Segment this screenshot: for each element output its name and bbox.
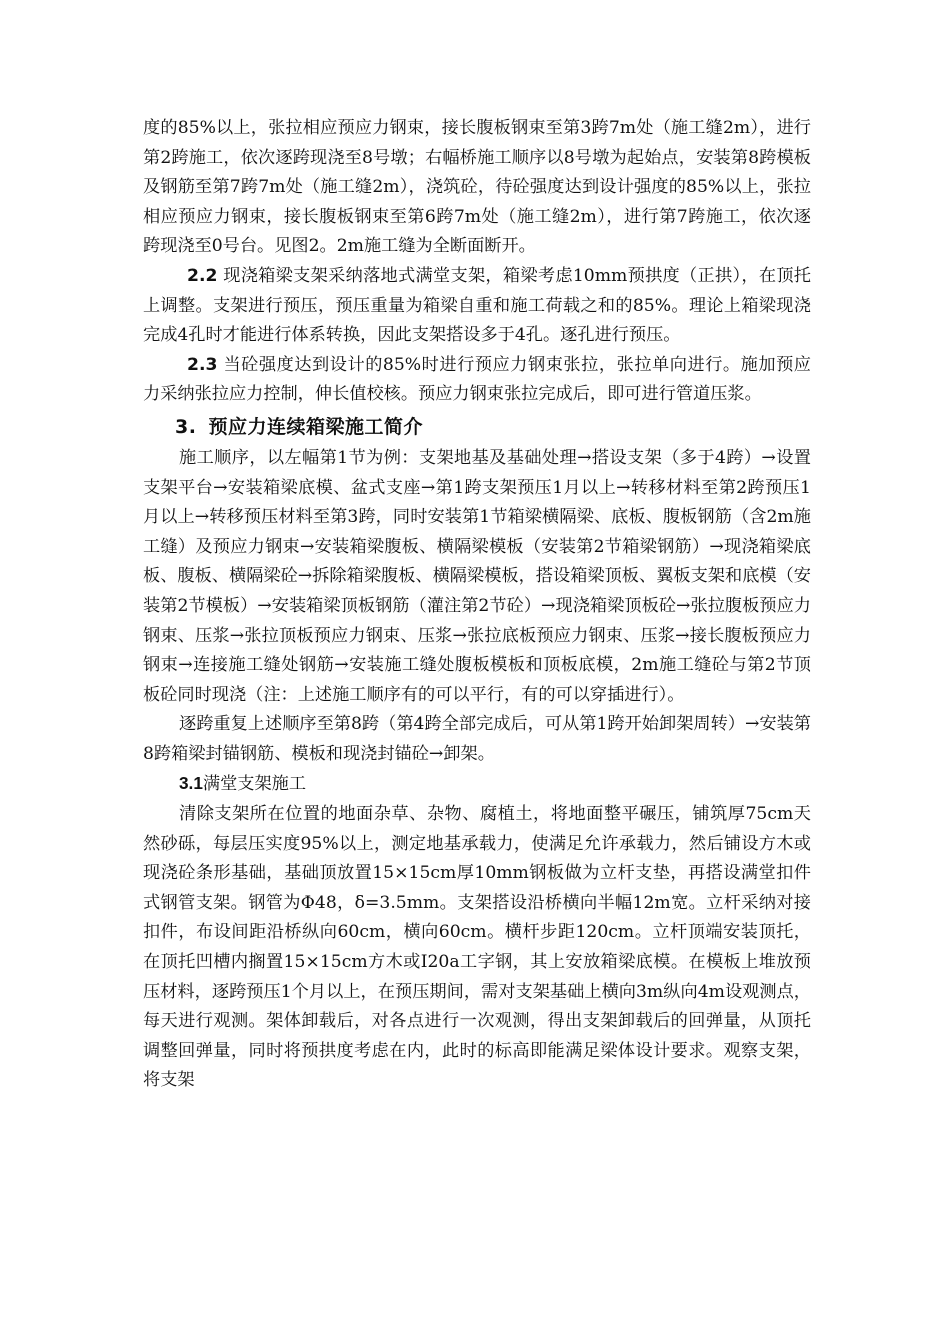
paragraph-2-3 — [143, 351, 811, 410]
paragraph-repeat-sequence: 逐跨重复上述顺序至第8跨（第4跨全部完成后，可从第1跨开始卸架周转）→安装第8跨箱梁封锚钢筋、模板和现浇封锚砼→卸架。 — [143, 714, 811, 764]
paragraph-2-3-text: 当砼强度达到设计的85%时进行预应力钢束张拉，张拉单向进行。施加预应力采纳张拉应力控制，伸长值校核。预应力钢束张拉完成后，即可进行管道压浆。 — [143, 354, 811, 405]
document-body — [143, 114, 811, 1096]
paragraph-2-2-text: 现浇箱梁支架采纳落地式满堂支架，箱梁考虑10mm预拱度（正拱），在顶托上调整。支架进行预压，预压重量为箱梁自重和施工荷载之和的85%。理论上箱梁现浇完成4孔时才能进行体系转换，因此支架搭设多于4孔。逐孔进行预压。 — [143, 265, 811, 346]
subsection-heading-3-1 — [143, 769, 811, 800]
section-heading-3-number: 3. — [175, 415, 197, 438]
subsection-heading-3-1-text: 满堂支架施工 — [202, 774, 307, 795]
paragraph-continued: 度的85%以上，张拉相应预应力钢束，接长腹板钢束至第3跨7m处（施工缝2m），进行第2跨施工，依次逐跨现浇至8号墩；右幅桥施工顺序以8号墩为起始点，安装第8跨模板及钢筋至第7跨7m处（施工缝2m），浇筑砼，待砼强度达到设计强度的85%以上，张拉相应预应力钢束，接长腹板钢束至第6跨7m处（施工缝2m），进行第7跨施工，依次逐跨现浇至0号台。见图2。2m施工缝为全断面断开。 — [143, 118, 811, 257]
section-number-2-3: 2.3 — [187, 354, 218, 375]
paragraph-construction-sequence: 施工顺序，以左幅第1节为例：支架地基及基础处理→搭设支架（多于4跨）→设置支架平台→安装箱梁底模、盆式支座→第1跨支架预压1月以上→转移材料至第2跨预压1月以上→转移预压材料至第3跨，同时安装第1节箱梁横隔梁、底板、腹板钢筋（含2m施工缝）及预应力钢束→安装箱梁腹板、横隔梁模板（安装第2节箱梁钢筋）→现浇箱梁底板、腹板、横隔梁砼→拆除箱梁腹板、横隔梁模板，搭设箱梁顶板、翼板支架和底模（安装第2节模板）→安装箱梁顶板钢筋（灌注第2节砼）→现浇箱梁顶板砼→张拉腹板预应力钢束、压浆→张拉顶板预应力钢束、压浆→张拉底板预应力钢束、压浆→接长腹板预应力钢束→连接施工缝处钢筋→安装施工缝处腹板模板和顶板底模，2m施工缝砼与第2节顶板砼同时现浇（注：上述施工顺序有的可以平行，有的可以穿插进行）。 — [143, 447, 811, 705]
section-number-2-2: 2.2 — [187, 265, 218, 286]
section-heading-3-text: 预应力连续箱梁施工简介 — [208, 415, 423, 438]
paragraph-2-2 — [143, 262, 811, 351]
paragraph-scaffold-construction: 清除支架所在位置的地面杂草、杂物、腐植土，将地面整平碾压，铺筑厚75cm天然砂砾，每层压实度95%以上，测定地基承载力，使满足允许承载力，然后铺设方木或现浇砼条形基础，基础顶放置15×15cm厚10mm钢板做为立杆支垫，再搭设满堂扣件式钢管支架。钢管为Φ48，δ=3.5mm。支架搭设沿桥横向半幅12m宽。立杆采纳对接扣件，布设间距沿桥纵向60cm，横向60cm。横杆步距120cm。立杆顶端安装顶托，在顶托凹槽内搁置15×15cm方木或I20a工字钢，其上安放箱梁底模。在模板上堆放预压材料，逐跨预压1个月以上，在预压期间，需对支架基础上横向3m纵向4m设观测点，每天进行观测。架体卸载后，对各点进行一次观测，得出支架卸载后的回弹量，从顶托调整回弹量，同时将预拱度考虑在内，此时的标高即能满足梁体设计要求。观察支架，将支架 — [143, 804, 811, 1091]
subsection-heading-3-1-number: 3.1 — [179, 773, 203, 794]
section-heading-3 — [143, 410, 811, 444]
